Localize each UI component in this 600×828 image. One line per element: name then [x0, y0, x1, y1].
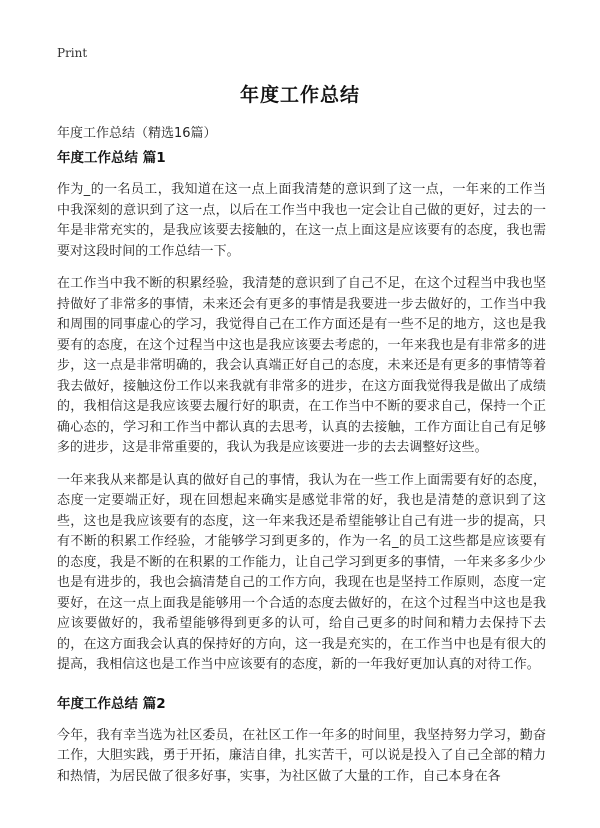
section-2 — [57, 694, 546, 788]
paragraph: 作为_的一名员工，我知道在这一点上面我清楚的意识到了这一点，一年来的工作当中我深刻的意识到了这一点，以后在工作当中我也一定会让自己做的更好，过去的一年是非常充实的，是我应该要去接触的，在这一点上面这是应该要有的态度，我也需要对这段时间的工作总结一下。 — [57, 182, 546, 259]
document-title: 年度工作总结 — [239, 84, 360, 106]
section-heading: 年度工作总结 篇2 — [57, 695, 166, 712]
paragraph: 今年，我有幸当选为社区委员，在社区工作一年多的时间里，我坚持努力学习，勤奋工作，大胆实践，勇于开拓，廉洁自律，扎实苦干，可以说是投入了自己全部的精力和热情，为居民做了很多好事，实事，为社区做了大量的工作，自己本身在各 — [57, 727, 546, 784]
document-body — [57, 148, 546, 799]
paragraph: 一年来我从来都是认真的做好自己的事情，我认为在一些工作上面需要有好的态度，态度一定要端正好，现在回想起来确实是感觉非常的好，我也是清楚的意识到了这些，这也是我应该要有的态度，这一年来我还是希望能够让自己有进一步的提高，只有不断的积累工作经验，才能够学习到更多的，作为一名_的员工这些都是应该要有的态度，我是不断的在积累的工作能力，让自己学习到更多的事情，一年来多多少少也是有进步的，我也会搞清楚自己的工作方向，我现在也是坚持工作原则，态度一定要好，在这一点上面我是能够用一个合适的态度去做好的，在这个过程当中这也是我应该要做好的，我希望能够得到更多的认可，给自己更多的时间和精力去保持下去的，在这方面我会认真的保持好的方向，这一我是充实的，在工作当中也是有很大的提高，我相信这也是工作当中应该要有的态度，新的一年我好更加认真的对待工作。 — [57, 472, 546, 672]
paragraph: 在工作当中我不断的积累经验，我清楚的意识到了自己不足，在这个过程当中我也坚持做好了非常多的事情，未来还会有更多的事情是我要进一步去做好的，工作当中我和周围的同事虚心的学习，我觉得自己在工作方面还是有一些不足的地方，这也是我要有的态度，在这个过程当中这也是我应该要去考虑的，一年来我也是有非常多的进步，这一点是非常明确的，我会认真端正好自己的态度，未来还是有更多的事情等着我去做好，接触这份工作以来我就有非常多的进步，在这方面我觉得我是做出了成绩的，我相信这是我应该要去履行好的职责，在工作当中不断的要求自己，保持一个正确心态的，学习和工作当中都认真的去思考，认真的去接触，工作方面让自己有足够多的进步，这是非常重要的，我认为我是应该要进一步的去去调整好这些。 — [57, 276, 546, 455]
document-subtitle: 年度工作总结（精选16篇） — [57, 126, 217, 141]
section-heading: 年度工作总结 篇1 — [57, 150, 166, 166]
section-1 — [57, 148, 546, 676]
print-label[interactable]: Print — [57, 46, 88, 60]
